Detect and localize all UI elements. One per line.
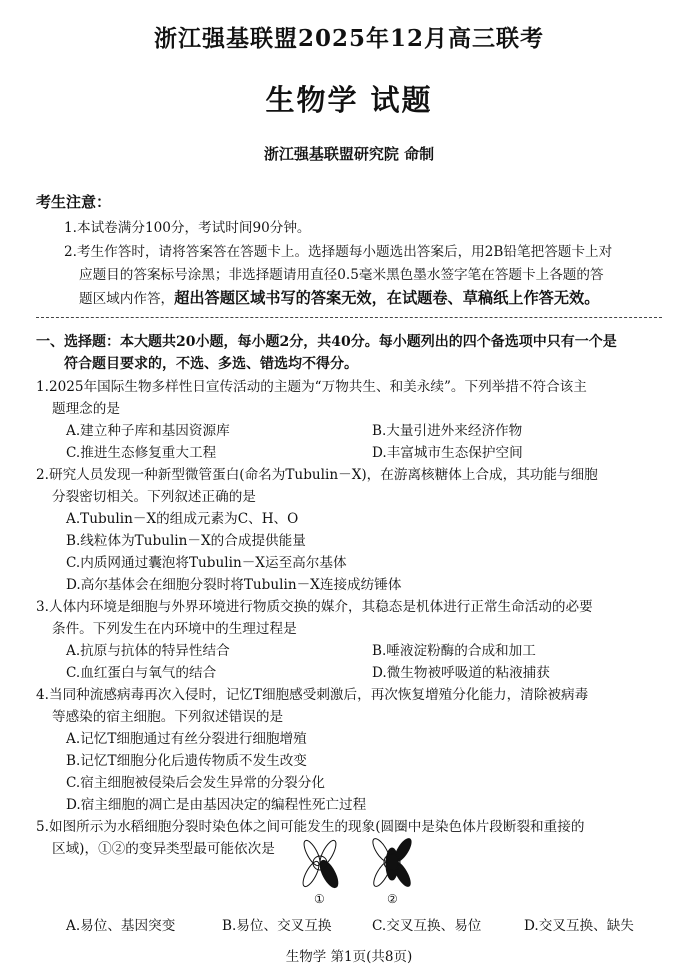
q2-option-a: A.Tubulin－X的组成元素为C、H、O (66, 511, 299, 527)
q4-option-c: C.宿主细胞被侵染后会发生异常的分裂分化 (66, 775, 325, 791)
q5-stem-line-2: 区域)，①②的变异类型最可能依次是 (52, 841, 275, 857)
section-heading-line-1 (36, 331, 617, 351)
q2-stem-line-1: 2.研究人员发现一种新型微管蛋白(命名为Tubulin－X)，在游离核糖体上合成，其功能与细胞 (36, 467, 598, 483)
q3-stem-line-2: 条件。下列发生在内环境中的生理过程是 (52, 621, 297, 637)
q3-option-c: C.血红蛋白与氧气的结合 (66, 665, 217, 681)
section-heading-prefix: 一、选择题：本大题共20小题，每小题2分，共40分。 (36, 334, 379, 350)
notice-item-2-line-2: 应题目的答案标号涂黑；非选择题请用直径0.5毫米黑色墨水签字笔在答题卡上各题的答 (79, 267, 604, 283)
q4-option-d: D.宿主细胞的凋亡是由基因决定的编程性死亡过程 (66, 797, 367, 813)
q1-stem-line-1: 1.2025年国际生物多样性日宣传活动的主题为“万物共生、和美永续”。下列举措不符合该主 (36, 379, 587, 395)
q1-option-d: D.丰富城市生态保护空间 (372, 445, 523, 461)
q5-option-b: B.易位、交叉互换 (222, 918, 332, 934)
notice-item-2-line-3-prefix: 题区域内作答， (79, 291, 175, 307)
q3-stem-line-1: 3.人体内环境是细胞与外界环境进行物质交换的媒介，其稳态是机体进行正常生命活动的必要 (36, 599, 593, 615)
notice-item-2-line-1: 2.考生作答时，请将答案答在答题卡上。选择题每小题选出答案后，用2B铅笔把答题卡上对 (64, 244, 613, 260)
q4-stem-line-2: 等感染的宿主细胞。下列叙述错误的是 (52, 709, 284, 725)
exam-title: 浙江强基联盟2025年12月高三联考 (153, 25, 545, 52)
exam-subtitle: 生物学 试题 (265, 83, 433, 117)
chromosome-figure-1 (293, 836, 347, 892)
q2-option-b: B.线粒体为Tubulin－X的合成提供能量 (66, 533, 306, 549)
notice-item-2-line-3-bold: 超出答题区域书写的答案无效，在试题卷、草稿纸上作答无效。 (174, 289, 600, 307)
q1-option-a: A.建立种子库和基因资源库 (66, 423, 230, 439)
q2-stem-line-2: 分裂密切相关。下列叙述正确的是 (52, 489, 256, 505)
notice-item-1: 1.本试卷满分100分，考试时间90分钟。 (64, 220, 311, 236)
q2-option-c: C.内质网通过囊泡将Tubulin－X运至高尔基体 (66, 555, 347, 571)
divider (36, 317, 662, 318)
figure-2-label: ② (387, 892, 398, 906)
section-heading-bold: 每小题列出的四个备选项中只有一个是 (378, 334, 617, 350)
exam-org: 浙江强基联盟研究院 命制 (263, 145, 435, 163)
section-heading-line-2: 符合题目要求的，不选、多选、错选均不得分。 (64, 356, 358, 372)
q1-option-b: B.大量引进外来经济作物 (372, 423, 523, 439)
q5-option-c: C.交叉互换、易位 (372, 918, 482, 934)
q5-option-a: A.易位、基因突变 (66, 918, 176, 934)
q1-option-c: C.推进生态修复重大工程 (66, 445, 217, 461)
q4-stem-line-1: 4.当同种流感病毒再次入侵时，记忆T细胞感受刺激后，再次恢复增殖分化能力，清除被病毒 (36, 687, 589, 703)
q3-option-b: B.唾液淀粉酶的合成和加工 (372, 643, 536, 659)
q2-option-d: D.高尔基体会在细胞分裂时将Tubulin－X连接成纺锤体 (66, 577, 402, 593)
q3-option-a: A.抗原与抗体的特异性结合 (66, 643, 230, 659)
q4-option-b: B.记忆T细胞分化后遗传物质不发生改变 (66, 753, 307, 769)
notice-heading: 考生注意： (36, 193, 112, 211)
figure-1-label: ① (314, 892, 325, 906)
notice-item-2-line-3 (79, 287, 599, 308)
q4-option-a: A.记忆T细胞通过有丝分裂进行细胞增殖 (66, 731, 307, 747)
page-footer: 生物学 第1页(共8页) (285, 949, 413, 965)
q3-option-d: D.微生物被呼吸道的粘液捕获 (372, 665, 550, 681)
q1-stem-line-2: 题理念的是 (52, 401, 120, 417)
q5-stem-line-1: 5.如图所示为水稻细胞分裂时染色体之间可能发生的现象(圆圈中是染色体片段断裂和重接的 (36, 819, 585, 835)
q5-option-d: D.交叉互换、缺失 (524, 918, 634, 934)
chromosome-figure-2 (365, 834, 419, 892)
